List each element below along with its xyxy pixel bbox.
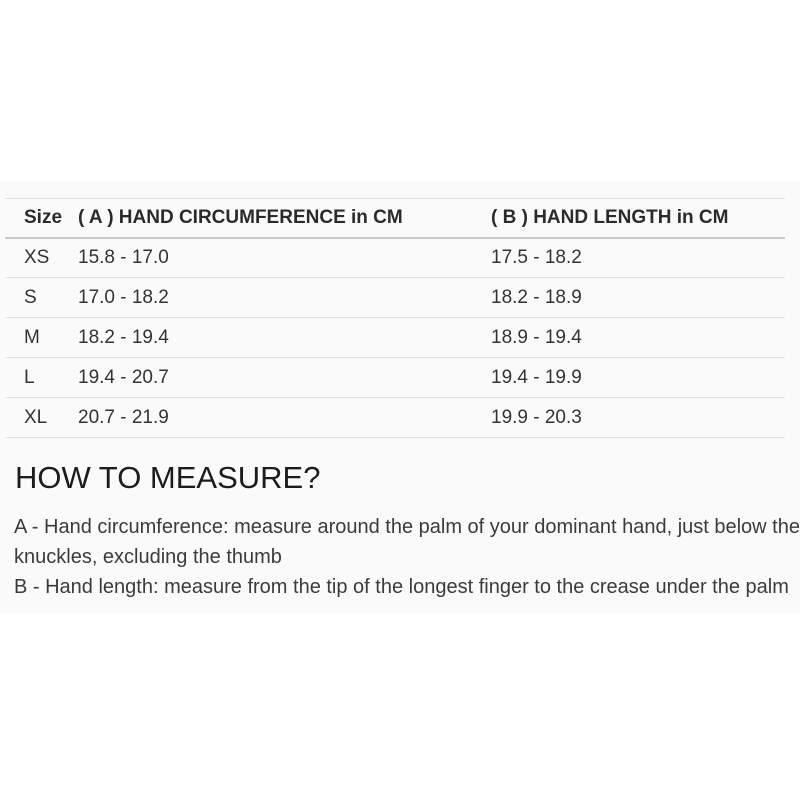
column-header-hand-circumference: ( A ) HAND CIRCUMFERENCE in CM: [59, 199, 472, 238]
size-cell: XS: [5, 238, 59, 278]
length-cell: 18.2 - 18.9: [472, 278, 785, 318]
length-cell: 17.5 - 18.2: [472, 238, 785, 278]
size-cell: S: [5, 278, 59, 318]
circumference-cell: 19.4 - 20.7: [59, 358, 472, 398]
size-chart-header-row: [5, 199, 785, 238]
how-to-measure-instructions: [14, 512, 800, 602]
circumference-cell: 15.8 - 17.0: [59, 238, 472, 278]
column-header-hand-length: ( B ) HAND LENGTH in CM: [472, 199, 785, 238]
table-row-m: [5, 318, 785, 358]
circumference-cell: 17.0 - 18.2: [59, 278, 472, 318]
column-header-size: Size: [5, 199, 59, 238]
size-chart-table: [5, 198, 785, 438]
length-cell: 19.9 - 20.3: [472, 398, 785, 438]
size-cell: L: [5, 358, 59, 398]
how-to-measure-heading: HOW TO MEASURE?: [15, 460, 321, 495]
size-guide-section: [0, 181, 800, 613]
length-cell: 18.9 - 19.4: [472, 318, 785, 358]
table-row-xs: [5, 238, 785, 278]
table-row-xl: [5, 398, 785, 438]
instruction-a-line-1: A - Hand circumference: measure around the palm of your dominant hand, just below the: [14, 516, 800, 538]
length-cell: 19.4 - 19.9: [472, 358, 785, 398]
table-row-l: [5, 358, 785, 398]
circumference-cell: 20.7 - 21.9: [59, 398, 472, 438]
size-cell: M: [5, 318, 59, 358]
size-cell: XL: [5, 398, 59, 438]
table-row-s: [5, 278, 785, 318]
instruction-a-line-2: knuckles, excluding the thumb: [14, 546, 282, 568]
instruction-b-line-1: B - Hand length: measure from the tip of the longest finger to the crease under the palm: [14, 576, 789, 598]
circumference-cell: 18.2 - 19.4: [59, 318, 472, 358]
